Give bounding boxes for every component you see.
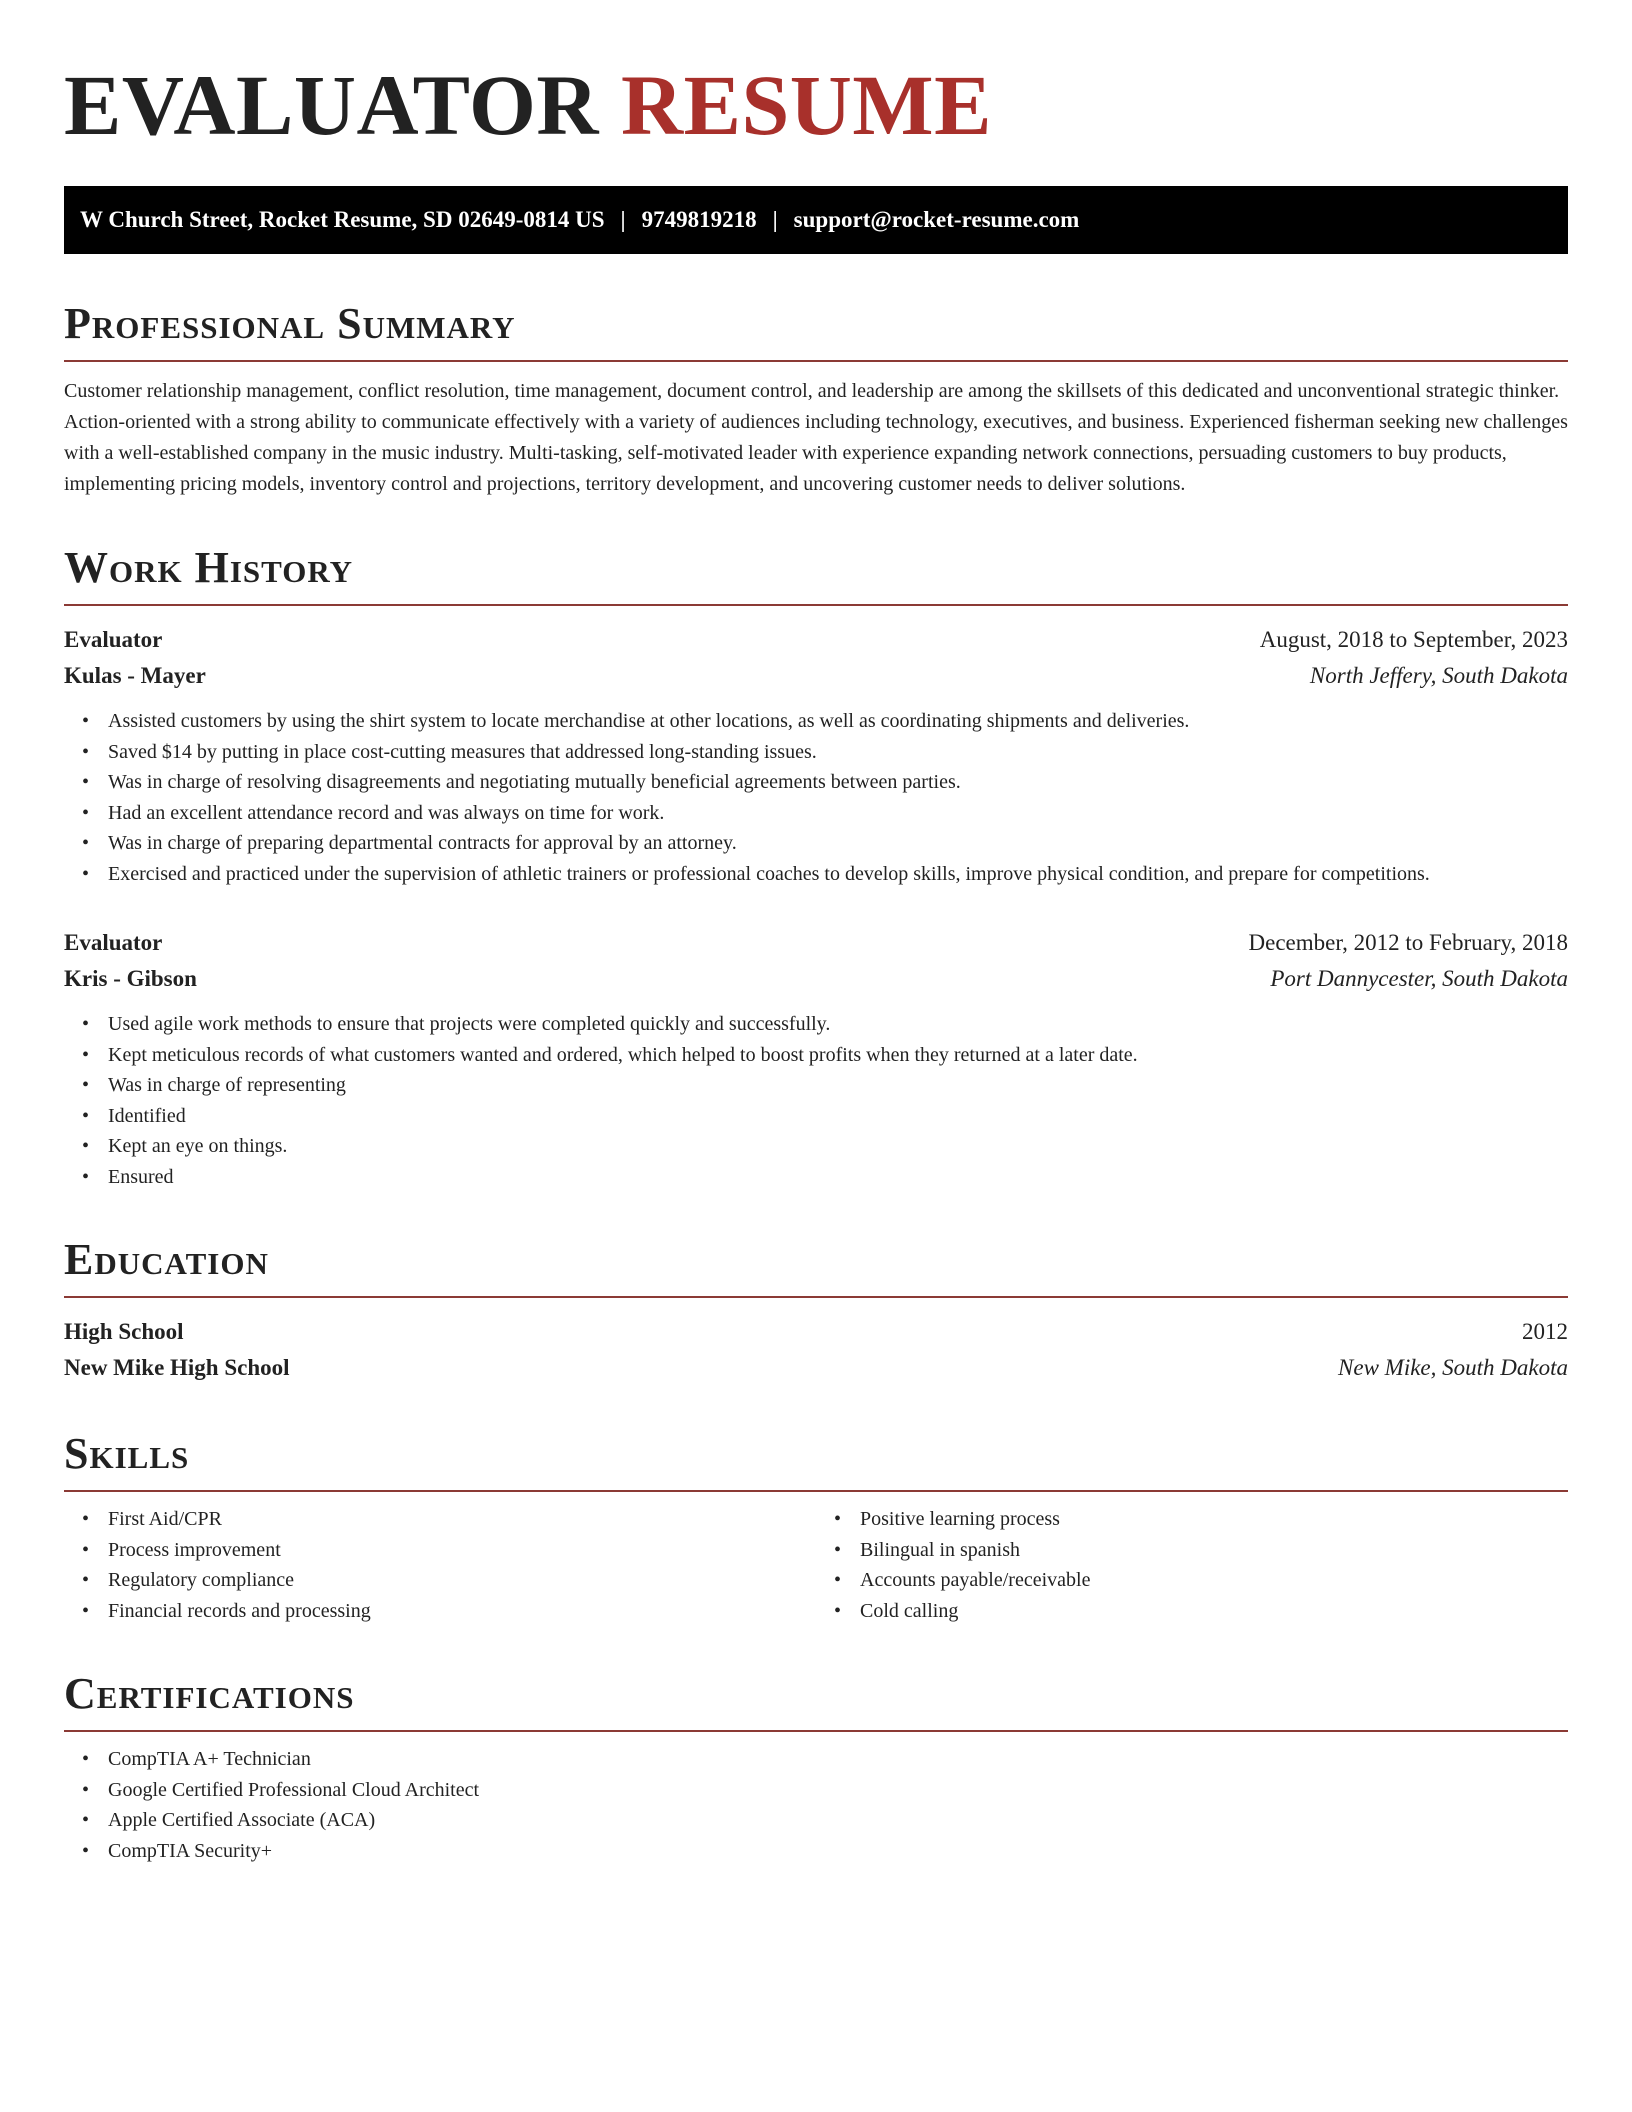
contact-phone: 9749819218 [641, 207, 757, 232]
list-item: • Bilingual in spanish [860, 1535, 1568, 1566]
job-title: Evaluator [64, 627, 163, 652]
job-bullets [64, 1009, 1568, 1192]
list-item: • Used agile work methods to ensure that projects were completed quickly and successfully. [108, 1009, 1568, 1040]
skills-heading: Skills [64, 1432, 1568, 1492]
title-first-word: EVALUATOR [64, 57, 599, 153]
job-title-row [64, 925, 1568, 961]
education-school-row [64, 1350, 1568, 1386]
skills-list [816, 1504, 1568, 1626]
list-item: • Google Certified Professional Cloud Architect [108, 1775, 1568, 1806]
list-item: • Ensured [108, 1162, 1568, 1193]
summary-section [64, 299, 1568, 500]
job-bullets [64, 706, 1568, 889]
list-item: • Financial records and processing [108, 1596, 816, 1627]
list-item: • First Aid/CPR [108, 1504, 816, 1535]
job-location: Port Dannycester, South Dakota [1270, 966, 1568, 991]
summary-heading: Professional Summary [64, 302, 1568, 362]
list-item: • Was in charge of resolving disagreements and negotiating mutually beneficial agreements between parties. [108, 767, 1568, 798]
list-item: • Cold calling [860, 1596, 1568, 1627]
job-company-row [64, 658, 1568, 694]
list-item: • Saved $14 by putting in place cost-cutting measures that addressed long-standing issues. [108, 737, 1568, 768]
education-heading: Education [64, 1238, 1568, 1298]
skills-column-right [816, 1504, 1568, 1626]
contact-address: W Church Street, Rocket Resume, SD 02649-0814 US [80, 207, 605, 232]
skills-section [64, 1429, 1568, 1626]
job-company: Kris - Gibson [64, 966, 197, 991]
job-title-row [64, 622, 1568, 658]
work-history-heading: Work History [64, 546, 1568, 606]
job-company: Kulas - Mayer [64, 663, 206, 688]
certifications-heading: Certifications [64, 1672, 1568, 1732]
list-item: • Exercised and practiced under the supervision of athletic trainers or professional coaches to develop skills, improve physical condition, and prepare for competitions. [108, 859, 1568, 890]
job-entry [64, 622, 1568, 889]
education-degree-row [64, 1314, 1568, 1350]
education-year: 2012 [1522, 1319, 1568, 1344]
job-dates: December, 2012 to February, 2018 [1248, 930, 1568, 955]
list-item: • Accounts payable/receivable [860, 1565, 1568, 1596]
list-item: • Kept an eye on things. [108, 1131, 1568, 1162]
list-item: • Kept meticulous records of what customers wanted and ordered, which helped to boost profits when they returned at a later date. [108, 1040, 1568, 1071]
list-item: • Process improvement [108, 1535, 816, 1566]
list-item: • CompTIA A+ Technician [108, 1744, 1568, 1775]
contact-bar [64, 186, 1568, 254]
title-second-word: RESUME [621, 57, 992, 153]
job-entry [64, 925, 1568, 1192]
list-item: • Regulatory compliance [108, 1565, 816, 1596]
summary-text: Customer relationship management, conflict resolution, time management, document control, and leadership are among the skillsets of this dedicated and unconventional strategic thinker. Action-oriented with a strong ability to communicate effectively with a variety of audiences including technology, executives, and business. Experienced fisherman seeking new challenges with a well-established company in the music industry. Multi-tasking, self-motivated leader with experience expanding network connections, persuading customers to buy products, implementing pricing models, inventory control and projections, territory development, and uncovering customer needs to deliver solutions. [64, 380, 1568, 495]
education-entry [64, 1314, 1568, 1386]
list-item: • CompTIA Security+ [108, 1836, 1568, 1867]
list-item: • Positive learning process [860, 1504, 1568, 1535]
education-section [64, 1235, 1568, 1386]
certifications-section [64, 1669, 1568, 1866]
contact-separator: | [620, 207, 626, 232]
skills-grid [64, 1504, 1568, 1626]
job-location: North Jeffery, South Dakota [1309, 663, 1568, 688]
skills-column-left [64, 1504, 816, 1626]
job-dates: August, 2018 to September, 2023 [1259, 627, 1568, 652]
list-item: • Identified [108, 1101, 1568, 1132]
job-company-row [64, 961, 1568, 997]
list-item: • Assisted customers by using the shirt system to locate merchandise at other locations, as well as coordinating shipments and deliveries. [108, 706, 1568, 737]
list-item: • Was in charge of representing [108, 1070, 1568, 1101]
list-item: • Had an excellent attendance record and was always on time for work. [108, 798, 1568, 829]
education-school: New Mike High School [64, 1355, 290, 1380]
education-degree: High School [64, 1319, 184, 1344]
certifications-list [64, 1744, 1568, 1866]
skills-list [64, 1504, 816, 1626]
job-title: Evaluator [64, 930, 163, 955]
contact-separator: | [772, 207, 778, 232]
work-history-section [64, 543, 1568, 1192]
list-item: • Was in charge of preparing departmental contracts for approval by an attorney. [108, 828, 1568, 859]
education-location: New Mike, South Dakota [1338, 1355, 1568, 1380]
list-item: • Apple Certified Associate (ACA) [108, 1805, 1568, 1836]
contact-email: support@rocket-resume.com [793, 207, 1080, 232]
resume-title [64, 52, 1568, 152]
